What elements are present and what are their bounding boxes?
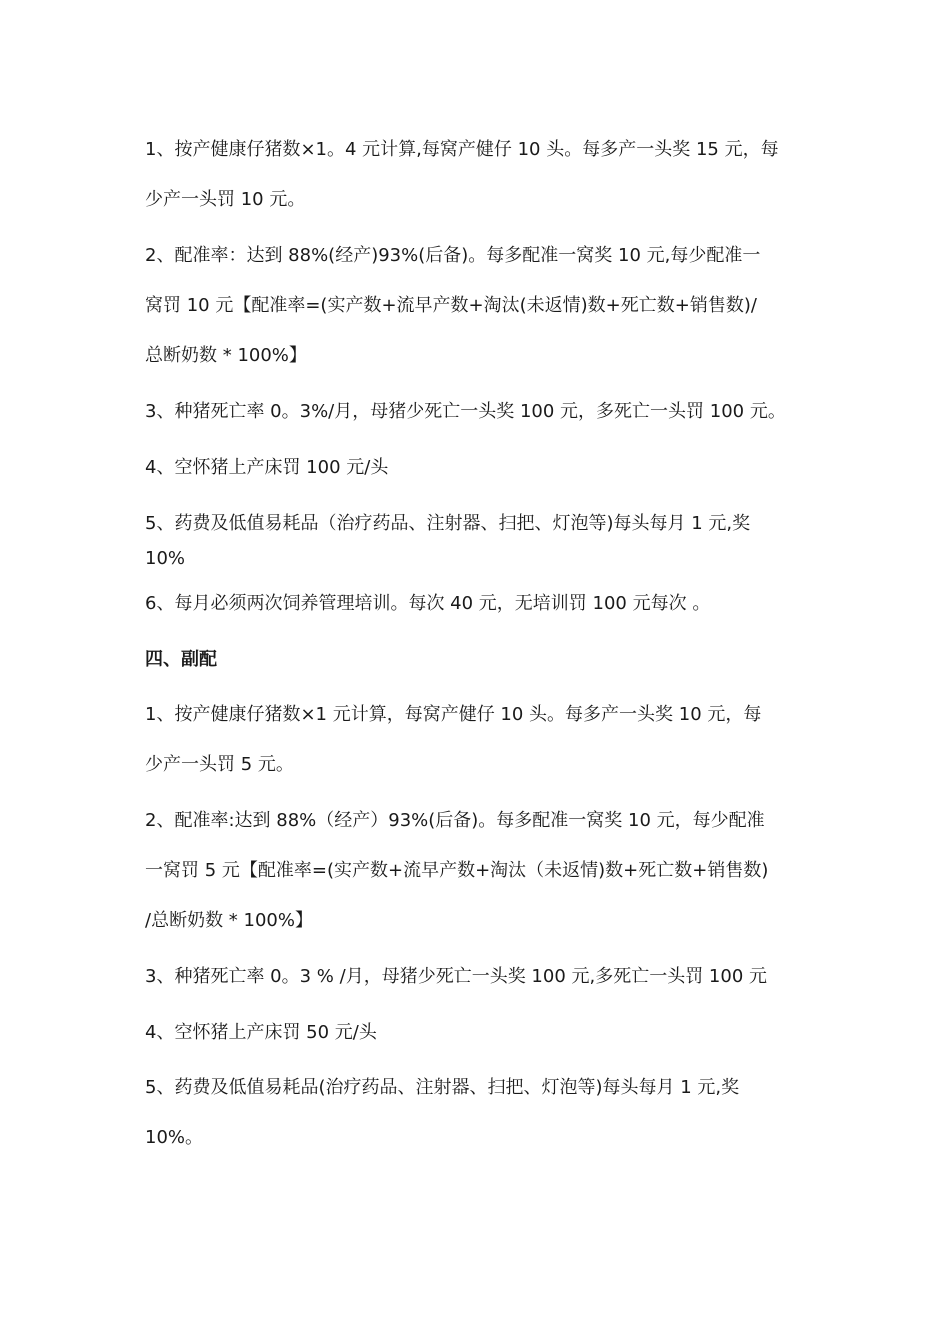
text-line-item5-part1: 5、药费及低值易耗品（治疗药品、注射器、扫把、灯泡等)每头每月 1 元,奖 <box>145 513 751 534</box>
text-line-sec4-item2-part2: 一窝罚 5 元【配准率=(实产数+流早产数+淘汰（未返情)数+死亡数+销售数) <box>145 860 769 881</box>
text-line-item4: 4、空怀猪上产床罚 100 元/头 <box>145 457 389 478</box>
text-line-item1-part2: 少产一头罚 10 元。 <box>145 189 306 210</box>
text-line-sec4-item2-part1: 2、配准率:达到 88%（经产）93%(后备)。每多配准一窝奖 10 元，每少配准 <box>145 810 765 831</box>
text-line-item3: 3、种猪死亡率 0。3%/月，母猪少死亡一头奖 100 元，多死亡一头罚 100 元。 <box>145 401 786 422</box>
text-line-item2-part3: 总断奶数 * 100%】 <box>145 345 307 366</box>
text-line-sec4-item1-part1: 1、按产健康仔猪数×1 元计算，每窝产健仔 10 头。每多产一头奖 10 元，每 <box>145 704 762 725</box>
text-line-item2-part1: 2、配准率：达到 88%(经产)93%(后备)。每多配准一窝奖 10 元,每少配准一 <box>145 245 761 266</box>
text-line-sec4-item4: 4、空怀猪上产床罚 50 元/头 <box>145 1022 377 1043</box>
section-heading: 四、副配 <box>145 649 217 670</box>
text-line-item6: 6、每月必须两次饲养管理培训。每次 40 元，无培训罚 100 元每次 。 <box>145 593 711 614</box>
text-line-sec4-item5-part2: 10%。 <box>145 1127 204 1148</box>
text-line-sec4-item1-part2: 少产一头罚 5 元。 <box>145 754 294 775</box>
text-line-sec4-item5-part1: 5、药费及低值易耗品(治疗药品、注射器、扫把、灯泡等)每头每月 1 元,奖 <box>145 1077 740 1098</box>
text-line-item1-part1: 1、按产健康仔猪数×1。4 元计算,每窝产健仔 10 头。每多产一头奖 15 元，每 <box>145 139 779 160</box>
text-line-sec4-item3: 3、种猪死亡率 0。3 % /月，母猪少死亡一头奖 100 元,多死亡一头罚 100 元 <box>145 966 768 987</box>
text-line-item2-part2: 窝罚 10 元【配准率=(实产数+流早产数+淘汰(未返情)数+死亡数+销售数)/ <box>145 295 757 316</box>
text-line-item5-part2: 10% <box>145 548 186 569</box>
text-line-sec4-item2-part3: /总断奶数 * 100%】 <box>145 910 313 931</box>
